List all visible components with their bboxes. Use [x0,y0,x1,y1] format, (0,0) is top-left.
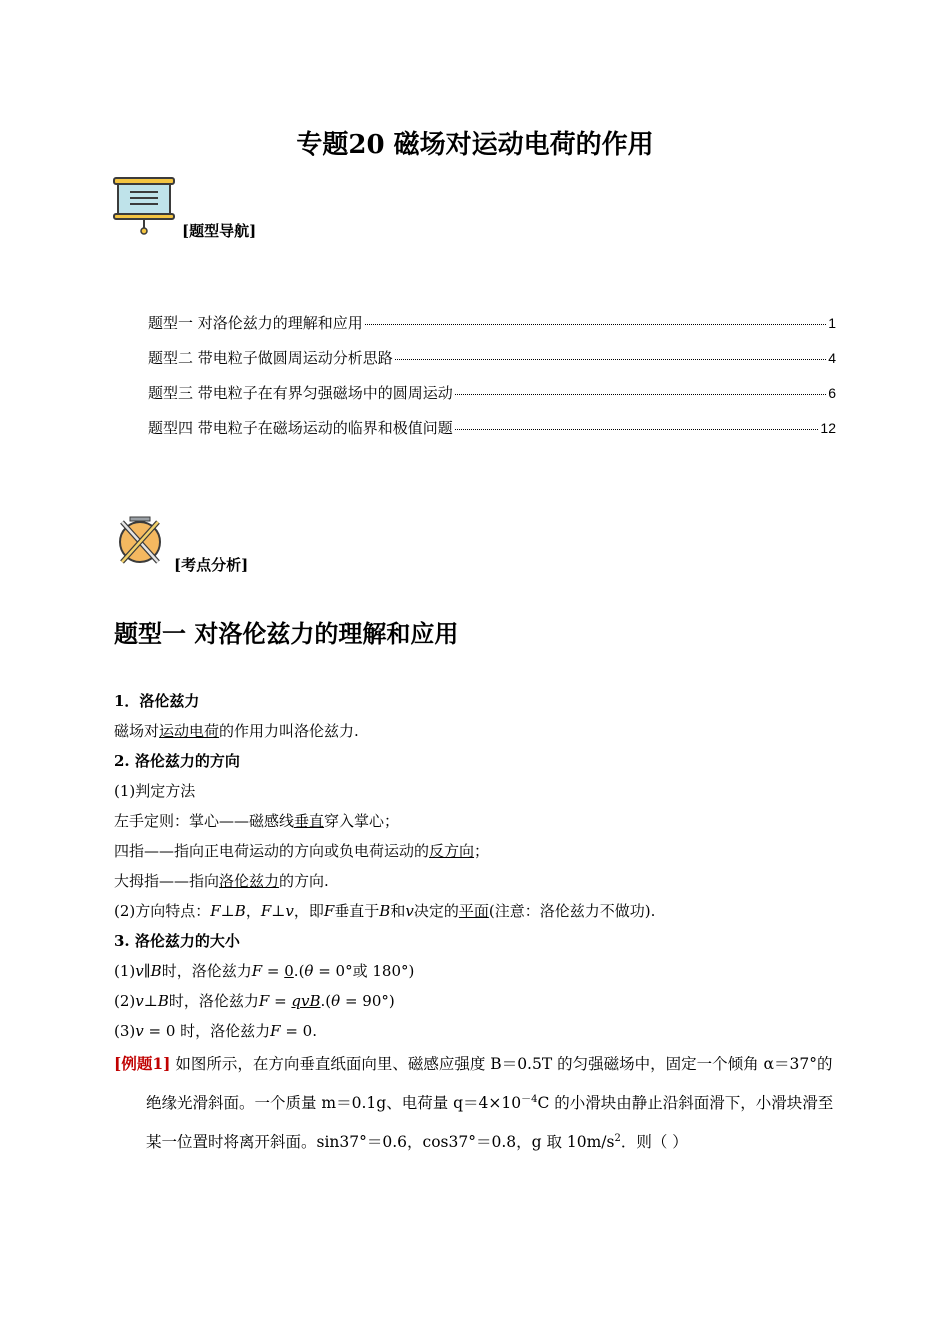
toc-entry[interactable] [148,417,836,438]
thumb-text: 大拇指——指向洛伦兹力的方向. [114,872,329,890]
toc-leader [455,428,819,430]
subheading-direction: 2. 洛伦兹力的方向 [114,752,240,770]
toc-entry[interactable] [148,382,836,403]
toc-page: 6 [828,385,836,401]
method-heading: (1)判定方法 [114,782,196,800]
toc-page: 4 [828,350,836,366]
definition-text: 磁场对运动电荷的作用力叫洛伦兹力. [114,722,359,740]
toc-leader [455,393,826,395]
toc-label: 题型三 带电粒子在有界匀强磁场中的圆周运动 [148,384,453,402]
presentation-board-icon [112,176,176,236]
case-zero-velocity-text: (3)v = 0 时，洛伦兹力F = 0. [114,1022,317,1040]
toc-page: 12 [820,420,836,436]
toc-label: 题型四 带电粒子在磁场运动的临界和极值问题 [148,419,453,437]
toc-leader [395,358,826,360]
four-fingers-text: 四指——指向正电荷运动的方向或负电荷运动的反方向； [114,842,490,860]
toc-label: 题型二 带电粒子做圆周运动分析思路 [148,349,393,367]
section-heading: 题型一 对洛伦兹力的理解和应用 [114,619,459,648]
subheading-magnitude: 3. 洛伦兹力的大小 [114,932,240,950]
example-tag: [例题1] [114,1054,171,1073]
left-hand-rule-text: 左手定则：掌心——磁感线垂直穿入掌心； [114,812,400,830]
toc-leader [365,323,826,325]
toc-entry[interactable] [148,312,836,333]
crossed-tools-icon [114,514,166,568]
subheading-lorentz-force: 1．洛伦兹力 [114,692,200,710]
case-perpendicular-text: (2)v⊥B时，洛伦兹力F = qvB.(θ = 90°) [114,992,395,1010]
toc-entry[interactable] [148,347,836,368]
nav-label: [题型导航] [182,222,257,240]
case-parallel-text: (1)v∥B时，洛伦兹力F = 0.(θ = 0°或 180°) [114,962,415,980]
toc-label: 题型一 对洛伦兹力的理解和应用 [148,314,363,332]
page-title: 专题20 磁场对运动电荷的作用 [296,130,654,160]
direction-feature-text: (2)方向特点：F⊥B，F⊥v，即F垂直于B和v决定的平面(注意：洛伦兹力不做功). [114,902,656,920]
example-problem: [例题1] 如图所示，在方向垂直纸面向里、磁感应强度 B＝0.5T 的匀强磁场中，固定一个倾角 α＝37°的绝缘光滑斜面。一个质量 m＝0.1g、电荷量 $q=4\times 10^{-4}C$ 的小滑块由静止沿斜面滑下，小滑块滑至某一位置时将离开斜面。sin37°＝0.6，cos37°＝0.8，g 取 $10m/s^2$．则（ ） [114,1054,834,1152]
toc-page: 1 [828,315,836,331]
analysis-label: [考点分析] [174,556,249,574]
